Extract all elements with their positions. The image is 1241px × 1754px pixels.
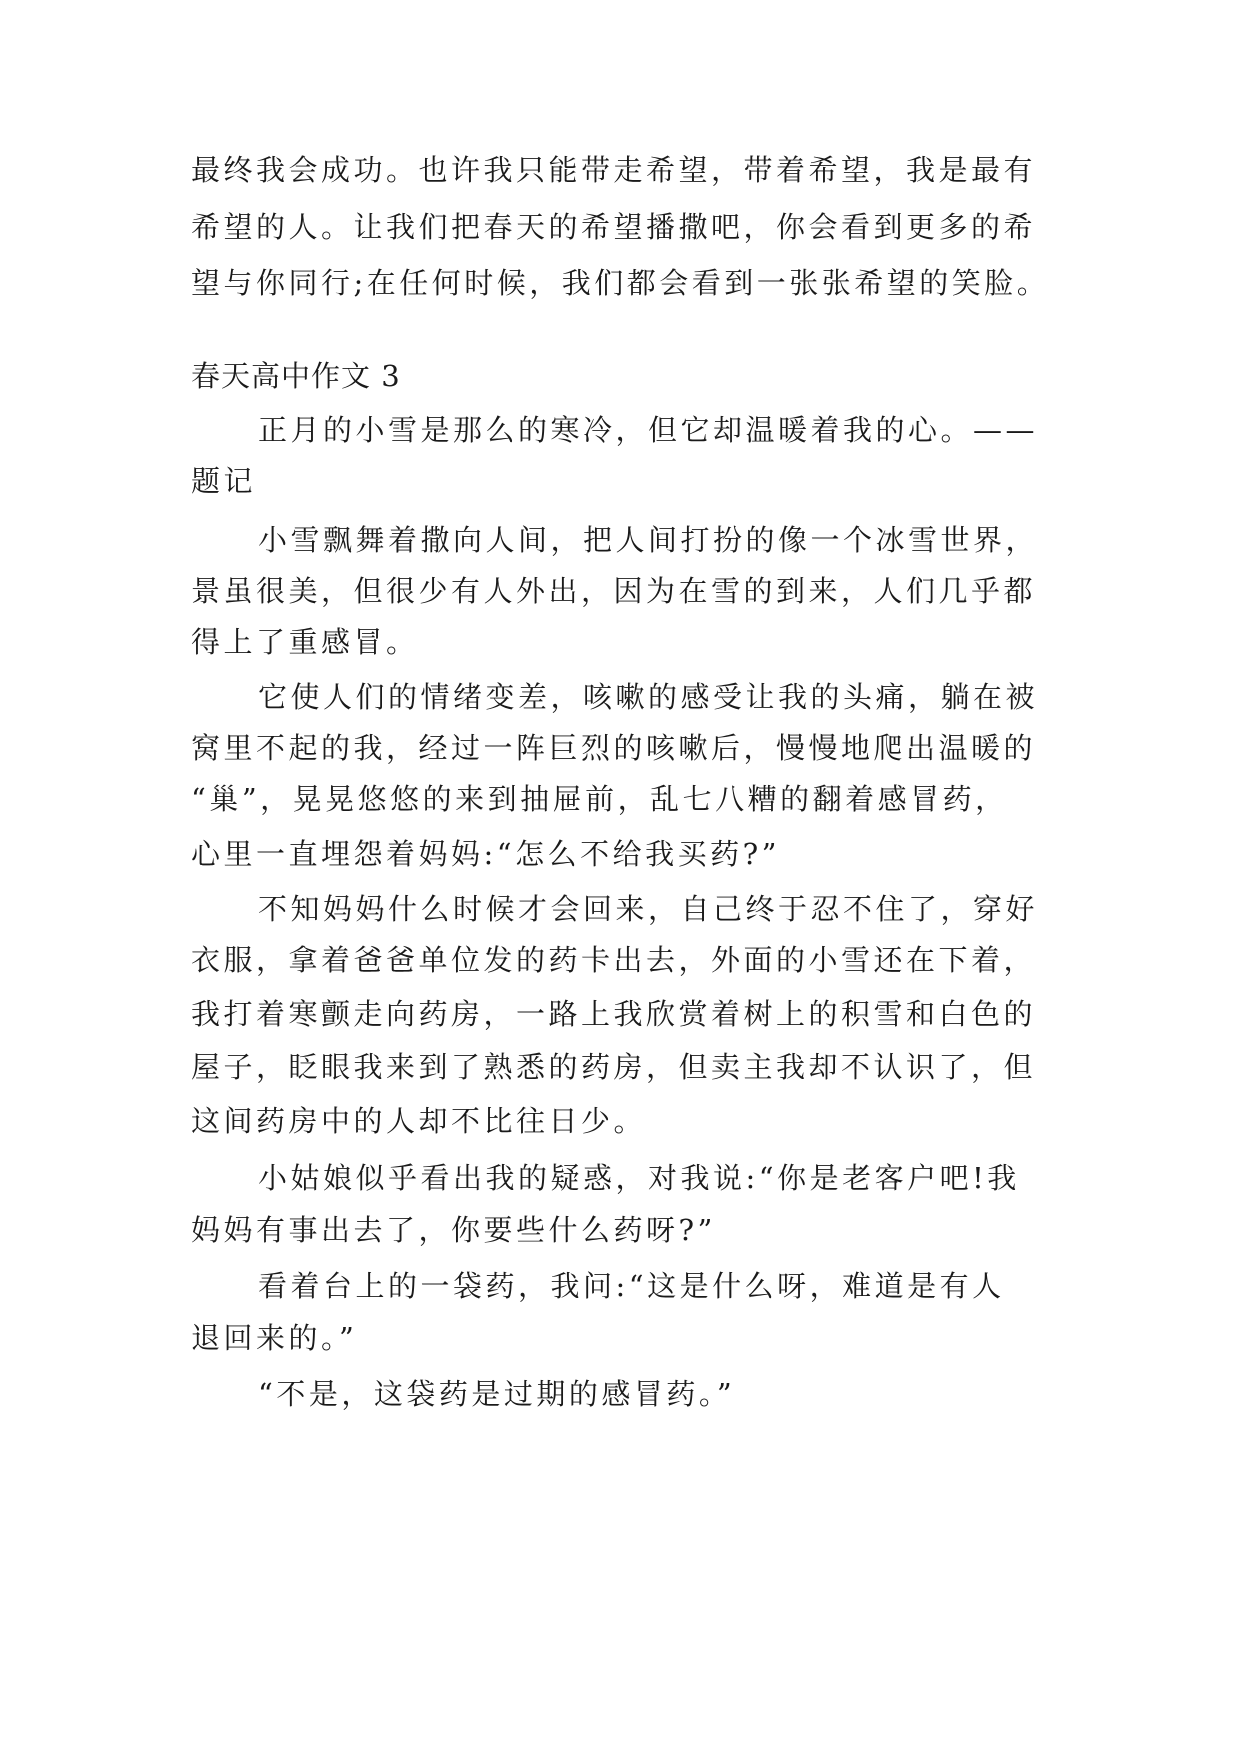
- body-text-line: “巢”，晃晃悠悠的来到抽屉前，乱七八糟的翻着感冒药，: [191, 782, 1008, 816]
- paragraph-first-line: 小雪飘舞着撒向人间，把人间打扮的像一个冰雪世界，: [258, 523, 1039, 557]
- body-text-line: 最终我会成功。也许我只能带走希望，带着希望，我是最有: [191, 153, 1037, 187]
- paragraph-first-line: 小姑娘似乎看出我的疑惑，对我说:“你是老客户吧!我: [258, 1161, 1020, 1195]
- body-text-line: 我打着寒颤走向药房，一路上我欣赏着树上的积雪和白色的: [191, 997, 1037, 1031]
- paragraph-first-line: 它使人们的情绪变差，咳嗽的感受让我的头痛，躺在被: [258, 680, 1039, 714]
- body-text-line: 窝里不起的我，经过一阵巨烈的咳嗽后，慢慢地爬出温暖的: [191, 731, 1037, 765]
- body-text-line: 这间药房中的人却不比往日少。: [191, 1104, 647, 1138]
- body-text-line: 心里一直埋怨着妈妈:“怎么不给我买药?”: [191, 837, 780, 871]
- body-text-line: 得上了重感冒。: [191, 625, 419, 659]
- body-text-line: 退回来的。”: [191, 1321, 358, 1355]
- section-title: 春天高中作文 3: [191, 359, 401, 393]
- body-text-line: 题记: [191, 464, 257, 498]
- body-text-line: 妈妈有事出去了，你要些什么药呀?”: [191, 1213, 716, 1247]
- paragraph-first-line: 看着台上的一袋药，我问:“这是什么呀，难道是有人: [258, 1269, 1005, 1303]
- body-text-line: 衣服，拿着爸爸单位发的药卡出去，外面的小雪还在下着，: [191, 943, 1037, 977]
- paragraph-first-line: “不是，这袋药是过期的感冒药。”: [258, 1377, 736, 1411]
- body-text-line: 屋子，眨眼我来到了熟悉的药房，但卖主我却不认识了，但: [191, 1050, 1037, 1084]
- paragraph-first-line: 正月的小雪是那么的寒冷，但它却温暖着我的心。——: [258, 413, 1039, 447]
- body-text-line: 景虽很美，但很少有人外出，因为在雪的到来，人们几乎都: [191, 574, 1037, 608]
- body-text-line: 希望的人。让我们把春天的希望播撒吧，你会看到更多的希: [191, 210, 1037, 244]
- paragraph-first-line: 不知妈妈什么时候才会回来，自己终于忍不住了，穿好: [258, 892, 1039, 926]
- body-text-line: 望与你同行;在任何时候，我们都会看到一张张希望的笑脸。: [191, 266, 1050, 300]
